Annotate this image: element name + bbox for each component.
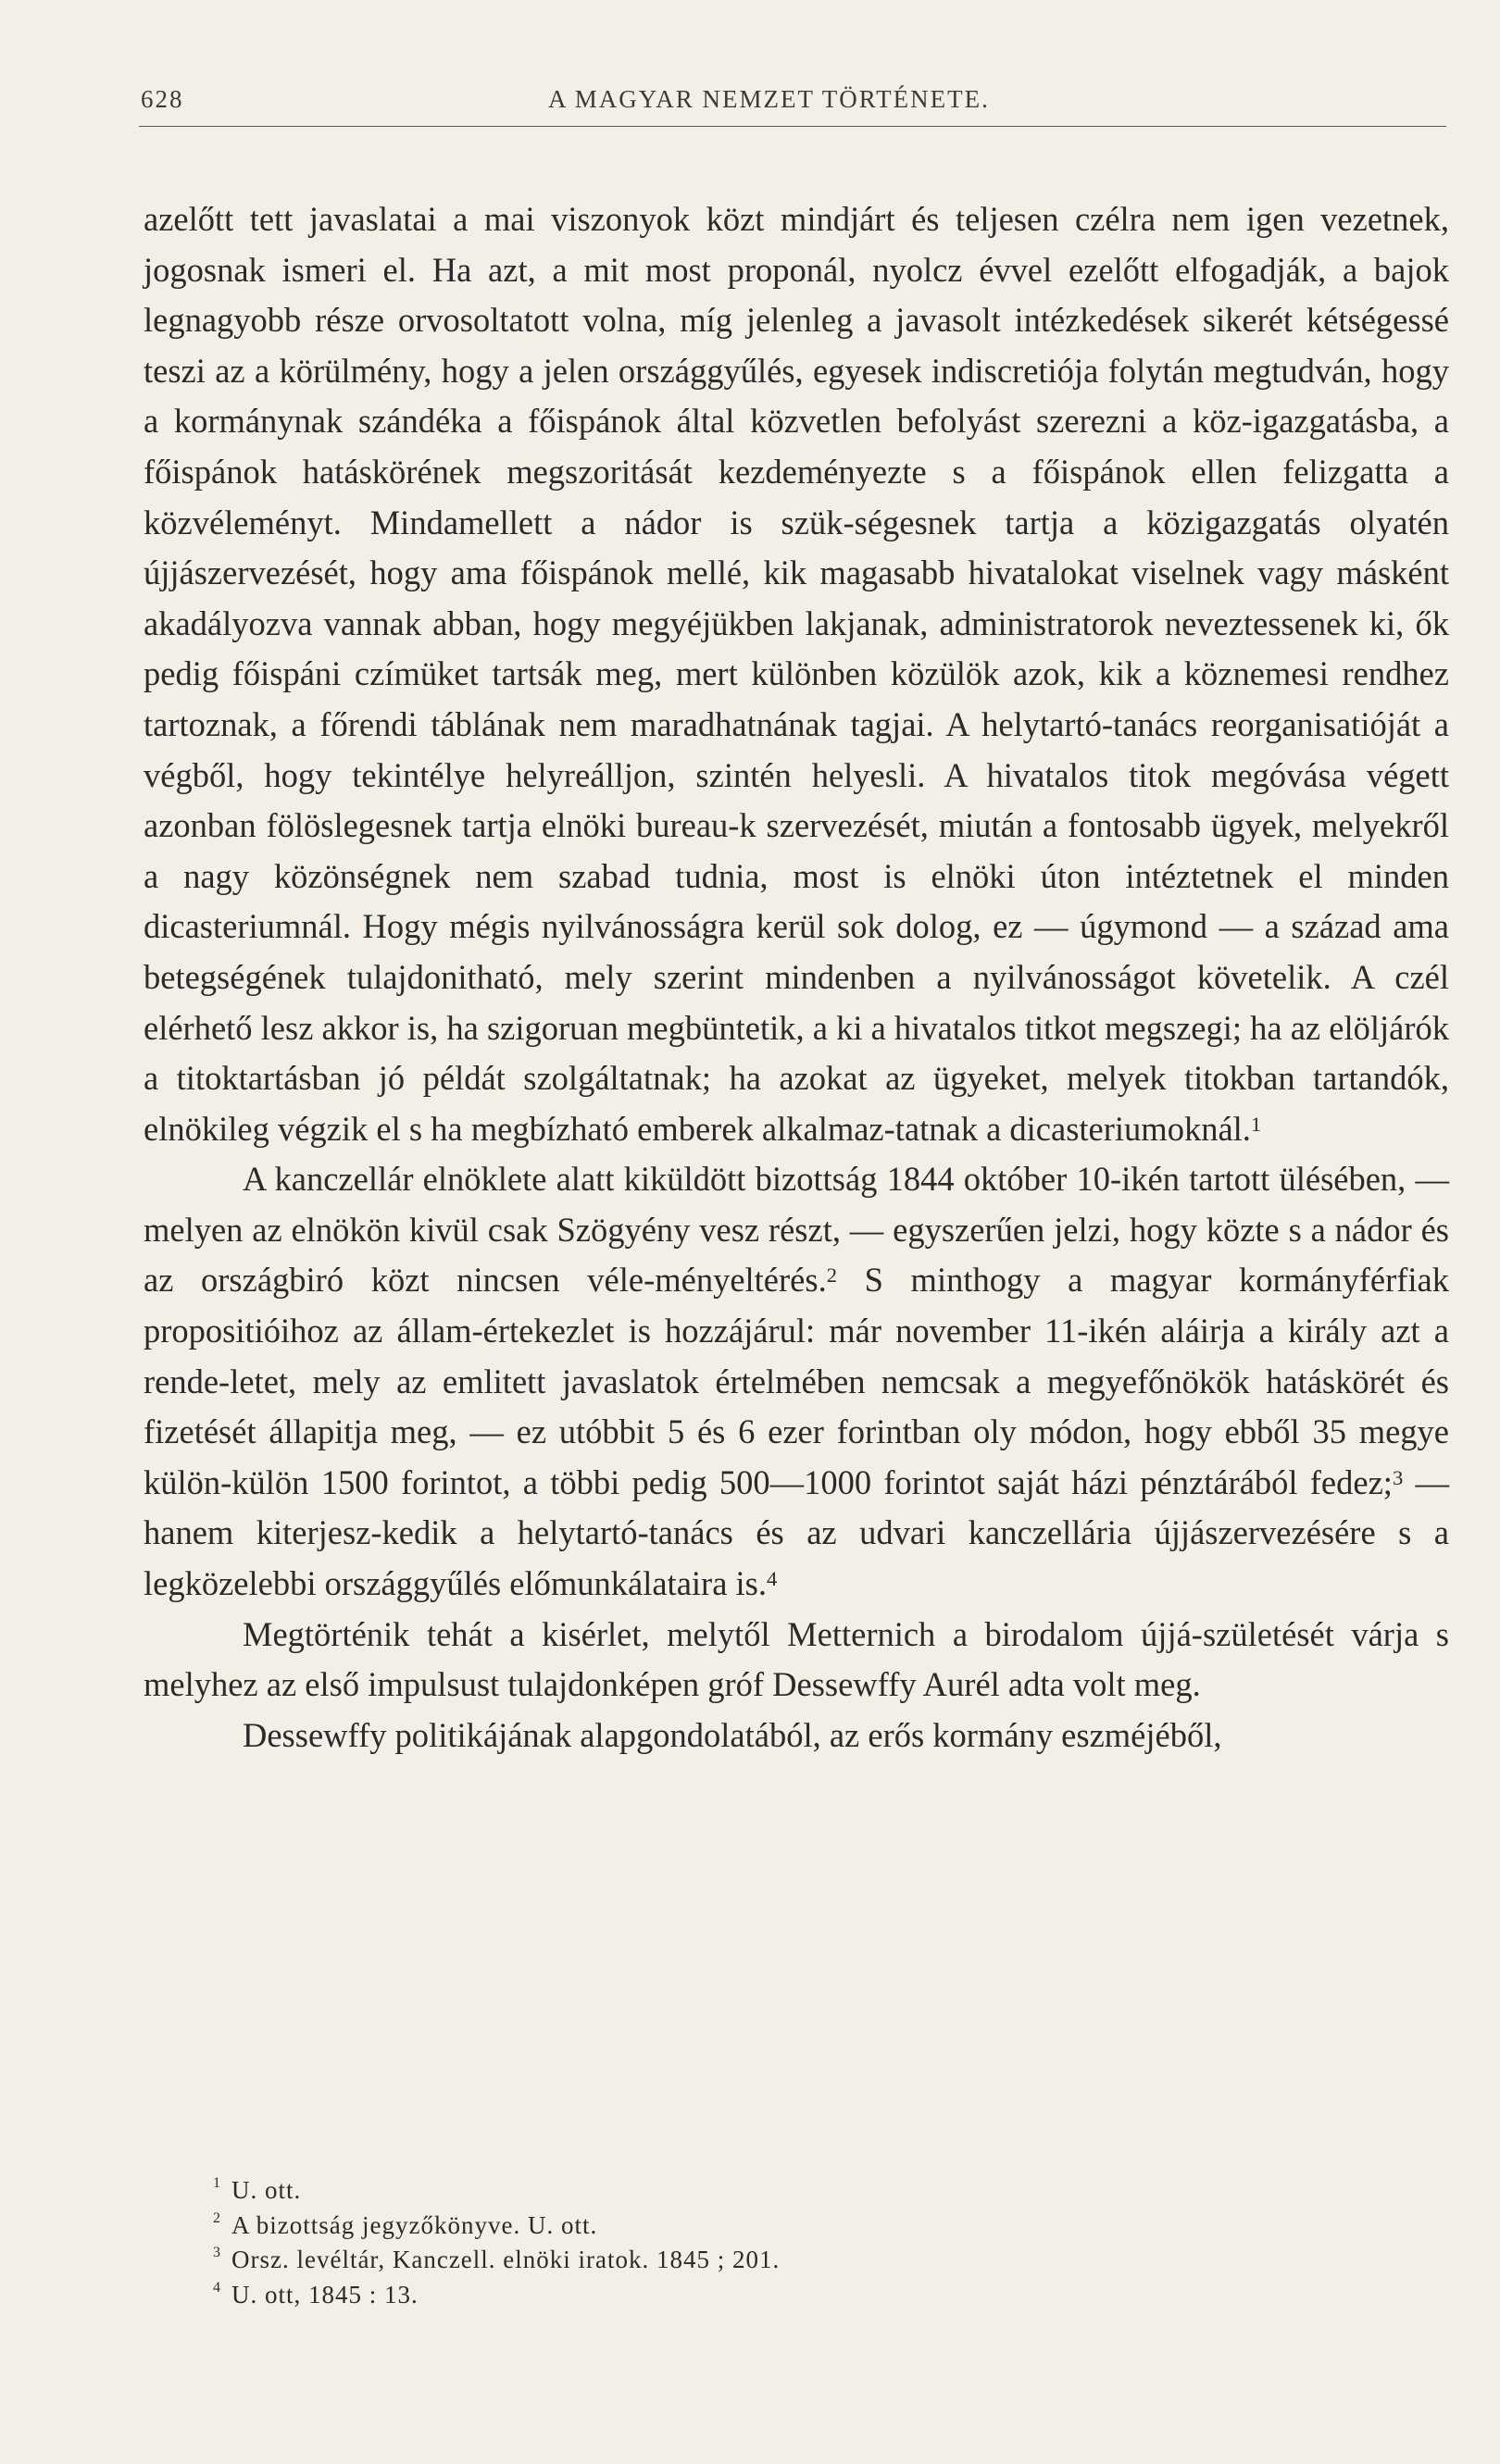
header-rule [139, 126, 1446, 127]
footnote-ref: 1 [1250, 1112, 1262, 1136]
footnote-text: U. ott. [231, 2176, 302, 2204]
footnote-text: A bizottság jegyzőkönyve. U. ott. [231, 2210, 598, 2239]
paragraph-text: A kanczellár elnöklete alatt kiküldött bizottság 1844 október 10-ikén tartott ülésében, — melyen az elnökön kivül csak Szögyény vesz részt, — egyszerűen jelzi, hogy közte s a nádor és az országbiró közt nincsen véle-ményeltérés. [144, 1160, 1449, 1300]
footnote [213, 2173, 1343, 2209]
footnote-mark: 3 [213, 2245, 221, 2260]
footnote-text: Orsz. levéltár, Kanczell. elnöki iratok. 1845 ; 201. [231, 2246, 781, 2273]
paragraph-text: — hanem kiterjesz-kedik a helytartó-tanács és az udvari kanczellária újjászervezésére s a legközelebbi országgyűlés előmunkálataira is. [144, 1462, 1450, 1603]
page-header [141, 85, 1446, 122]
paragraph: Dessewffy politikájának alapgondolatából, az erős kormány eszméjéből, [243, 1715, 1222, 1754]
paragraph: Megtörténik tehát a kisérlet, melytől Metternich a birodalom újjá-születését várja s melyhez az első impulsust tulajdonképen gróf Dessewffy Aurél adta volt meg. [144, 1614, 1449, 1704]
paragraph [144, 1154, 1449, 1609]
paragraph-text: S minthogy a magyar kormányférfiak propositióihoz az állam-értekezlet is hozzájárul: már november 11-ikén aláirja a király azt a rende-letet, mely az emlitett javaslatok értelmében nemcsak a megyefőnökök hatáskörét és fizetését állapitja meg, — ez utóbbit 5 és 6 ezer forintban oly módon, hogy ebből 35 megye külön-külön 1500 forintot, a többi pedig 500—1000 forintot saját házi pénztárából fedez; [144, 1261, 1450, 1501]
page-number: 628 [141, 85, 184, 113]
footnote-ref: 2 [826, 1263, 838, 1288]
footnote-mark: 2 [213, 2209, 221, 2226]
footnote-mark: 1 [213, 2175, 221, 2191]
footnote-ref: 4 [767, 1566, 778, 1590]
footnotes [213, 2173, 1343, 2312]
paragraph [144, 194, 1449, 1154]
footnote [213, 2243, 1343, 2278]
running-title: A MAGYAR NEMZET TÖRTÉNETE. [548, 85, 990, 113]
footnote [213, 2209, 1343, 2244]
main-text [144, 194, 1449, 1761]
footnote-mark: 4 [213, 2279, 221, 2296]
paragraph-text: azelőtt tett javaslatai a mai viszonyok közt mindjárt és teljesen czélra nem igen vezetnek, jogosnak ismeri el. Ha azt, a mit most proponál, nyolcz évvel ezelőtt elfogadják, a bajok legnagyobb része orvosoltatott volna, míg jelenleg a javasolt intézkedések sikerét kétségessé teszi az a körülmény, hogy a jelen országgyűlés, egyesek indiscretiója folytán megtudván, hogy a kormánynak szándéka a főispánok által közvetlen befolyást szerezni a köz-igazgatásba, a főispánok hatáskörének megszoritását kezdeményezte s a főispánok ellen felizgatta a közvéleményt. Mindamellett a nádor is szük-ségesnek tartja a közigazgatás olyatén újjászervezését, hogy ama főispánok mellé, kik magasabb hivatalokat viselnek vagy másként akadályozva vannak abban, hogy megyéjükben lakjanak, administratorok neveztessenek ki, ők pedig főispáni czímüket tartsák meg, mert különben közülök azok, kik a köznemesi rendhez tartoznak, a főrendi táblának nem maradhatnának tagjai. A helytartó-tanács reorganisatióját a végből, hogy tekintélye helyreálljon, szintén helyesli. A hivatalos titok megóvása végett azonban fölöslegesnek tartja elnöki bureau-k szervezését, miután a fontosabb ügyek, melyekről a nagy közönségnek nem szabad tudnia, most is elnöki úton intéztetnek el minden dicasteriumnál. Hogy mégis nyilvánosságra kerül sok dolog, ez — úgymond — a század ama betegségének tulajdonitható, mely szerint mindenben a nyilvánosságot követelik. A czél elérhető lesz akkor is, ha szigoruan megbüntetik, a ki a hivatalos titkot megszegi; ha az elöljárók a titoktartásban jó példát szolgáltatnak; ha azokat az ügyeket, melyek titokban tartandók, elnökileg végzik el s ha megbízható emberek alkalmaz-tatnak a dicasteriumoknál. [144, 200, 1449, 1148]
footnote [213, 2278, 1343, 2313]
footnote-ref: 3 [1392, 1465, 1404, 1489]
footnote-text: U. ott, 1845 : 13. [231, 2280, 419, 2308]
